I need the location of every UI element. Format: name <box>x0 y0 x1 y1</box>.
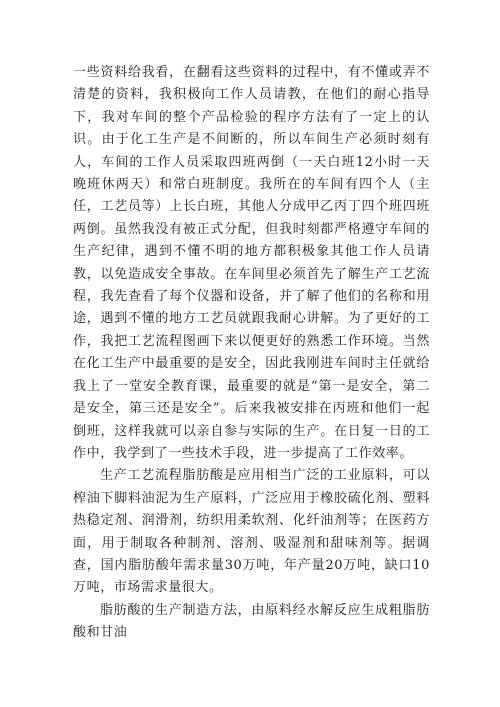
body-paragraph-1: 一些资料给我看，在翻看这些资料的过程中，有不懂或弄不清楚的资料，我积极向工作人员请教，在他们的耐心指导下，我对车间的整个产品检验的程序方法有了一定上的认识。由于化工生产是不间断的，所以车间生产必须时刻有人，车间的工作人员采取四班两倒（一天白班12小时一天晚班休两天）和常白班制度。我所在的车间有四个人（主任，工艺员等）上长白班，其他人分成甲乙丙丁四个班四班两倒。虽然我没有被正式分配，但我时刻都严格遵守车间的生产纪律，遇到不懂不明的地方都积极象其他工作人员请教，以免造成安全事故。在车间里必须首先了解生产工艺流程，我先查看了每个仪器和设备，并了解了他们的名称和用途，遇到不懂的地方工艺员就跟我耐心讲解。为了更好的工作，我把工艺流程图画下来以便更好的熟悉工作环境。当然在化工生产中最重要的是安全，因此我刚进车间时主任就给我上了一堂安全教育课，最重要的就是“第一是安全，第二是安全，第三还是安全”。后来我被安排在丙班和他们一起倒班，这样我就可以亲自参与实际的生产。在日复一日的工作中，我学到了一些技术手段，进一步提高了工作效率。 <box>73 65 430 461</box>
body-paragraph-2: 生产工艺流程脂肪酸是应用相当广泛的工业原料，可以榨油下脚料油泥为生产原料，广泛应用于橡胶硫化剂、塑料热稳定剂、润滑剂，纺织用柔软剂、化纤油剂等；在医药方面，用于制取各种制剂、溶剂、吸湿剂和甜味剂等。据调查，国内脂肪酸年需求量30万吨，年产量20万吨，缺口10万吨，市场需求量很大。 <box>73 468 430 596</box>
body-paragraph-3: 脂肪酸的生产制造方法，由原料经水解反应生成粗脂肪酸和甘油 <box>73 602 430 641</box>
